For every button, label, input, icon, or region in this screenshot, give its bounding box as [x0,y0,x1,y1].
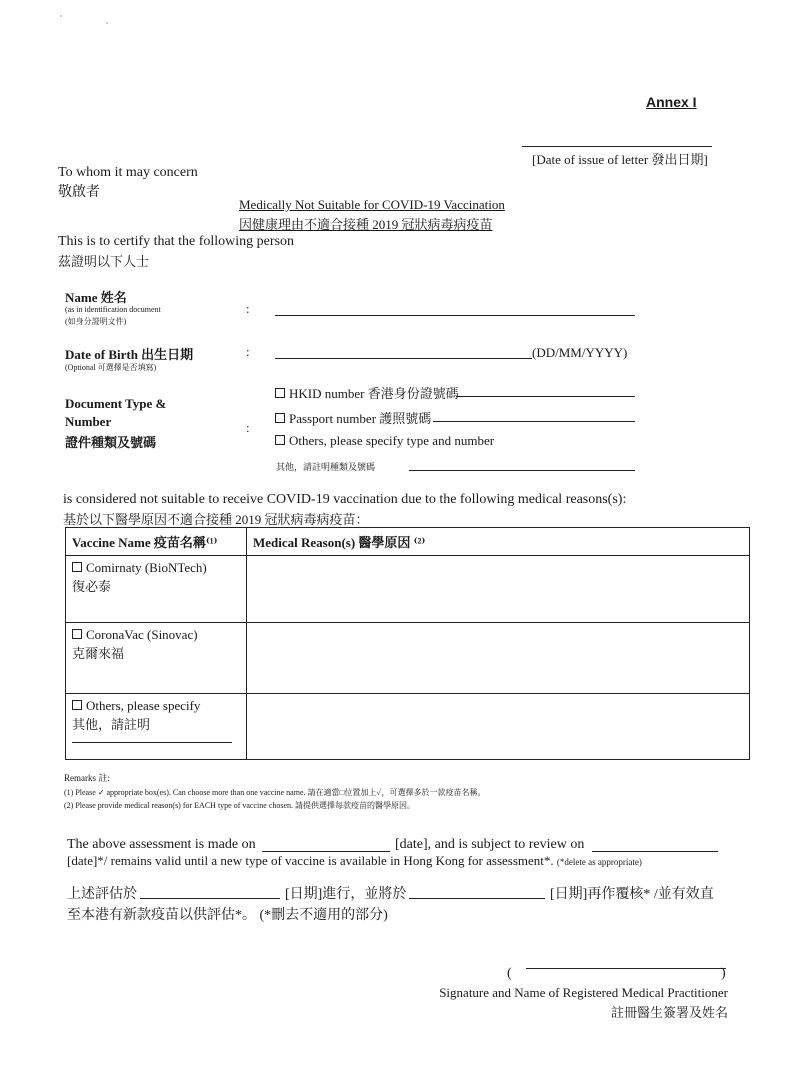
scan-speck [106,22,108,24]
name-note-en: (as in identification document [65,305,161,314]
col-vaccine-name: Vaccine Name 疫苗名稱⁽¹⁾ [66,528,247,556]
statement-zh: 基於以下醫學原因不適合接種 2019 冠狀病毒病疫苗： [63,512,369,527]
title-zh: 因健康理由不適合接種 2019 冠狀病毒病疫苗 [239,217,493,232]
intro-en: This is to certify that the following person [58,234,295,249]
signature-label-en: Signature and Name of Registered Medical Practitioner [439,985,728,1000]
assessment-en-2 [67,853,642,869]
vaccine-cell[interactable] [66,556,247,623]
dob-label: Date of Birth 出生日期 [65,347,194,362]
remark-1: (1) Please ✓ appropriate box(es). Can choose more than one vaccine name. 請在適當□位置加上✓，可選擇多於一款疫苗名稱。 [64,788,486,797]
hkid-option-label: HKID number 香港身份證號碼 [289,386,459,401]
signature-close-paren: ) [721,966,726,981]
col-medical-reasons: Medical Reason(s) 醫學原因 ⁽²⁾ [247,528,750,556]
salutation-en: To whom it may concern [58,165,198,180]
passport-option[interactable] [275,408,431,427]
table-row [66,623,750,694]
assessment-en-1b: [date], and is subject to review on [395,837,585,852]
assessment-date-field-zh[interactable] [140,898,280,899]
doc-label-line1: Document Type & [65,396,167,411]
vaccine-table [65,527,750,760]
assessment-zh-2: 至本港有新款疫苗以供評估*。 (*刪去不適用的部分) [67,908,388,923]
doc-label-zh: 證件種類及號碼 [65,435,157,450]
title-en: Medically Not Suitable for COVID-19 Vaccination [239,197,505,212]
others-doc-zh: 其他，請註明種類及號碼 [276,462,376,472]
table-row [66,694,750,760]
others-doc-checkbox[interactable] [275,435,285,445]
others-doc-option[interactable] [275,433,494,449]
vaccine-cell[interactable] [66,623,247,694]
assessment-en-1a: The above assessment is made on [67,837,256,852]
assessment-zh-1a: 上述評估於 [67,887,137,902]
coronavac-checkbox[interactable] [72,629,82,639]
statement-en: is considered not suitable to receive COVID-19 vaccination due to the following medical reasons(s): [63,492,627,507]
table-header-row [66,528,750,556]
review-date-field[interactable] [592,851,718,852]
others-vaccine-field[interactable] [72,742,232,743]
dob-colon: : [246,344,250,359]
name-colon: : [246,301,250,316]
assessment-zh-1c: [日期]再作覆核* /並有效直 [550,887,714,902]
hkid-checkbox[interactable] [275,388,285,398]
passport-field[interactable] [433,421,635,422]
signature-label-zh: 註冊醫生簽署及姓名 [610,1005,728,1020]
date-of-issue-line [522,146,712,147]
others-vaccine-checkbox[interactable] [72,700,82,710]
dob-note: (Optional 可選擇是否填寫) [65,363,157,372]
doc-colon: : [246,420,250,435]
vaccine-name-en: Comirnaty (BioNTech) [86,560,207,575]
name-note-zh: (如身分證明文件) [65,317,127,326]
assessment-zh-1b: [日期]進行，並將於 [285,887,407,902]
table-row [66,556,750,623]
annex-label: Annex I [646,94,697,110]
doc-label-line2: Number [65,414,112,429]
vaccine-cell[interactable] [66,694,247,760]
assessment-date-field[interactable] [262,851,390,852]
passport-checkbox[interactable] [275,413,285,423]
scan-speck [60,15,62,17]
name-label: Name 姓名 [65,290,127,305]
assessment-en-2-note: (*delete as appropriate) [556,857,642,867]
medical-reason-cell[interactable] [247,556,750,623]
vaccine-name-zh: 其他，請註明 [72,717,151,732]
medical-reason-cell[interactable] [247,694,750,760]
remarks-title: Remarks 註: [64,773,110,783]
vaccine-name-en: CoronaVac (Sinovac) [86,627,198,642]
signature-open-paren: ( [507,966,512,981]
name-field[interactable] [275,315,635,316]
comirnaty-checkbox[interactable] [72,562,82,572]
others-doc-field[interactable] [409,470,635,471]
review-date-field-zh[interactable] [409,898,545,899]
vaccine-name-en: Others, please specify [86,698,201,713]
vaccine-name-zh: 克爾來福 [72,646,125,661]
assessment-en-2-text: [date]*/ remains valid until a new type of vaccine is available in Hong Kong for assessment*. [67,853,554,868]
signature-field[interactable] [526,968,726,969]
passport-option-label: Passport number 護照號碼 [289,411,432,426]
dob-field[interactable] [275,358,532,359]
hkid-field[interactable] [456,396,635,397]
date-of-issue-label: [Date of issue of letter 發出日期] [532,152,708,167]
remark-2: (2) Please provide medical reason(s) for EACH type of vaccine chosen. 請提供選擇每款疫苗的醫學原因。 [64,801,416,810]
others-doc-option-label: Others, please specify type and number [289,433,495,448]
vaccine-name-zh: 復必泰 [72,579,112,594]
intro-zh: 茲證明以下人士 [58,254,150,269]
medical-reason-cell[interactable] [247,623,750,694]
hkid-option[interactable] [275,383,459,402]
salutation-zh: 敬啟者 [58,185,100,200]
dob-format: (DD/MM/YYYY) [532,345,628,360]
